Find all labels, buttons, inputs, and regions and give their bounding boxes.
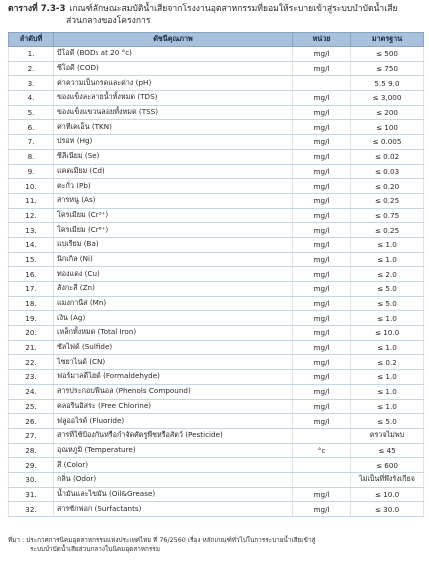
table-row	[9, 487, 424, 502]
table-row	[9, 296, 424, 311]
standard-value: ≤ 45	[351, 443, 424, 458]
table-row	[9, 237, 424, 252]
row-number: 5.	[9, 105, 54, 120]
standard-value: ≤ 5.0	[351, 282, 424, 297]
row-number: 31.	[9, 487, 54, 502]
table-row	[9, 458, 424, 473]
unit: mg/l	[293, 340, 351, 355]
standard-value: ไม่เป็นที่พึงรังเกียจ	[351, 472, 424, 487]
parameter-name: สารประกอบฟีนอล (Phenols Compound)	[54, 384, 293, 399]
standard-value: ≤ 0.25	[351, 223, 424, 238]
table-caption	[8, 3, 423, 27]
table-row	[9, 267, 424, 282]
standard-value: ≤ 1.0	[351, 311, 424, 326]
row-number: 27.	[9, 428, 54, 443]
caption-line-1: เกณฑ์ลักษณะสมบัติน้ำเสียจากโรงงานอุตสาหกรรมที่ยอมให้ระบายเข้าสู่ระบบบำบัดน้ำเสีย	[69, 4, 398, 14]
table-row	[9, 370, 424, 385]
table-number: ตารางที่ 7.3-3	[8, 4, 66, 14]
caption-line-2: ส่วนกลางของโครงการ	[66, 16, 151, 26]
standard-value: ตรวจไม่พบ	[351, 428, 424, 443]
unit: mg/l	[293, 282, 351, 297]
table-row	[9, 105, 424, 120]
row-number: 26.	[9, 414, 54, 429]
table-row	[9, 340, 424, 355]
row-number: 3.	[9, 76, 54, 91]
row-number: 15.	[9, 252, 54, 267]
standard-value: ≤ 5.0	[351, 296, 424, 311]
table-row	[9, 399, 424, 414]
standard-value: ≤ 750	[351, 61, 424, 76]
row-number: 13.	[9, 223, 54, 238]
table-row	[9, 223, 424, 238]
standard-value: ≤ 30.0	[351, 502, 424, 517]
row-number: 28.	[9, 443, 54, 458]
parameter-name: โครเมียม (Cr³⁺)	[54, 208, 293, 223]
row-number: 19.	[9, 311, 54, 326]
standard-value: ≤ 3,000	[351, 91, 424, 106]
unit: mg/l	[293, 105, 351, 120]
unit	[293, 428, 351, 443]
table-row	[9, 61, 424, 76]
table-row	[9, 472, 424, 487]
parameter-name: อุณหภูมิ (Temperature)	[54, 443, 293, 458]
table-row	[9, 120, 424, 135]
table-row	[9, 193, 424, 208]
row-number: 17.	[9, 282, 54, 297]
standard-value: ≤ 2.0	[351, 267, 424, 282]
row-number: 32.	[9, 502, 54, 517]
parameter-name: กลิ่น (Odor)	[54, 472, 293, 487]
source-line-2: ระบบบำบัดน้ำเสียส่วนกลางในนิคมอุตสาหกรรม	[30, 545, 160, 553]
standard-value: ≤ 5.0	[351, 414, 424, 429]
unit: mg/l	[293, 414, 351, 429]
parameter-name: ซัลไฟด์ (Sulfide)	[54, 340, 293, 355]
parameter-name: สังกะสี (Zn)	[54, 282, 293, 297]
table-row	[9, 179, 424, 194]
unit: mg/l	[293, 47, 351, 62]
parameter-name: แมงกานีส (Mn)	[54, 296, 293, 311]
header-unit: หน่วย	[293, 33, 351, 47]
row-number: 22.	[9, 355, 54, 370]
parameter-name: ฟอร์มาลดีไฮด์ (Formaldehyde)	[54, 370, 293, 385]
table-row	[9, 355, 424, 370]
parameter-name: แคดเมียม (Cd)	[54, 164, 293, 179]
table-row	[9, 428, 424, 443]
standard-value: ≤ 500	[351, 47, 424, 62]
row-number: 11.	[9, 193, 54, 208]
table-row	[9, 76, 424, 91]
unit: mg/l	[293, 296, 351, 311]
unit	[293, 76, 351, 91]
table-row	[9, 135, 424, 150]
row-number: 10.	[9, 179, 54, 194]
unit: mg/l	[293, 61, 351, 76]
unit: mg/l	[293, 120, 351, 135]
header-number: ลำดับที่	[9, 33, 54, 47]
parameter-name: สารที่ใช้ป้องกันหรือกำจัดศัตรูพืชหรือสัตว์ (Pesticide)	[54, 428, 293, 443]
parameter-name: ทองแดง (Cu)	[54, 267, 293, 282]
source-note	[8, 536, 423, 554]
standard-value: ≤ 100	[351, 120, 424, 135]
table-row	[9, 47, 424, 62]
unit: mg/l	[293, 179, 351, 194]
header-standard: มาตรฐาน	[351, 33, 424, 47]
standard-value: ≤ 1.0	[351, 252, 424, 267]
row-number: 23.	[9, 370, 54, 385]
row-number: 20.	[9, 326, 54, 341]
parameter-name: ของแข็งละลายน้ำทั้งหมด (TDS)	[54, 91, 293, 106]
standards-table	[8, 32, 424, 517]
unit: mg/l	[293, 164, 351, 179]
table-row	[9, 502, 424, 517]
unit: mg/l	[293, 208, 351, 223]
unit: mg/l	[293, 311, 351, 326]
header-parameter: ดัชนีคุณภาพ	[54, 33, 293, 47]
row-number: 29.	[9, 458, 54, 473]
parameter-name: คลอรีนอิสระ (Free Chlorine)	[54, 399, 293, 414]
unit: mg/l	[293, 326, 351, 341]
standard-value: ≤ 0.25	[351, 193, 424, 208]
unit: mg/l	[293, 370, 351, 385]
row-number: 12.	[9, 208, 54, 223]
unit: mg/l	[293, 223, 351, 238]
standard-value: ≤ 1.0	[351, 399, 424, 414]
unit: mg/l	[293, 267, 351, 282]
unit: mg/l	[293, 149, 351, 164]
row-number: 18.	[9, 296, 54, 311]
parameter-name: สารซักฟอก (Surfactants)	[54, 502, 293, 517]
row-number: 1.	[9, 47, 54, 62]
row-number: 16.	[9, 267, 54, 282]
table-row	[9, 311, 424, 326]
unit: mg/l	[293, 135, 351, 150]
unit: mg/l	[293, 399, 351, 414]
standard-value: ≤ 200	[351, 105, 424, 120]
parameter-name: ปรอท (Hg)	[54, 135, 293, 150]
table-row	[9, 91, 424, 106]
unit: mg/l	[293, 252, 351, 267]
standard-value: ≤ 0.005	[351, 135, 424, 150]
row-number: 4.	[9, 91, 54, 106]
unit: mg/l	[293, 384, 351, 399]
row-number: 24.	[9, 384, 54, 399]
standard-value: ≤ 1.0	[351, 370, 424, 385]
standard-value: ≤ 10.0	[351, 487, 424, 502]
unit	[293, 458, 351, 473]
row-number: 7.	[9, 135, 54, 150]
parameter-name: นิกเกิล (Ni)	[54, 252, 293, 267]
unit: mg/l	[293, 193, 351, 208]
standard-value: ≤ 0.02	[351, 149, 424, 164]
table-row	[9, 208, 424, 223]
table-row	[9, 282, 424, 297]
table-row	[9, 149, 424, 164]
row-number: 9.	[9, 164, 54, 179]
unit: mg/l	[293, 91, 351, 106]
table-header-row	[9, 33, 424, 47]
row-number: 30.	[9, 472, 54, 487]
parameter-name: ค่าทีเคเอ็น (TKN)	[54, 120, 293, 135]
row-number: 25.	[9, 399, 54, 414]
table-row	[9, 252, 424, 267]
source-line-1: ที่มา : ประกาศการนิคมอุตสาหกรรมแห่งประเทศไทย ที่ 76/2560 เรื่อง หลักเกณฑ์ทั่วไปในการระบายน้ำเสียเข้าสู่	[8, 536, 316, 544]
parameter-name: สารหนู (As)	[54, 193, 293, 208]
parameter-name: ค่าความเป็นกรดและด่าง (pH)	[54, 76, 293, 91]
unit	[293, 472, 351, 487]
standard-value: 5.5 9.0	[351, 76, 424, 91]
unit: °c	[293, 443, 351, 458]
table-body	[9, 47, 424, 517]
standard-value: ≤ 0.75	[351, 208, 424, 223]
parameter-name: ตะกั่ว (Pb)	[54, 179, 293, 194]
table-row	[9, 414, 424, 429]
parameter-name: ไซยาไนด์ (CN)	[54, 355, 293, 370]
row-number: 6.	[9, 120, 54, 135]
unit: mg/l	[293, 502, 351, 517]
table-row	[9, 164, 424, 179]
standard-value: ≤ 0.03	[351, 164, 424, 179]
parameter-name: สี (Color)	[54, 458, 293, 473]
parameter-name: ของแข็งแขวนลอยทั้งหมด (TSS)	[54, 105, 293, 120]
row-number: 14.	[9, 237, 54, 252]
unit: mg/l	[293, 487, 351, 502]
table-row	[9, 443, 424, 458]
row-number: 8.	[9, 149, 54, 164]
standard-value: ≤ 600	[351, 458, 424, 473]
standard-value: ≤ 0.20	[351, 179, 424, 194]
table-row	[9, 384, 424, 399]
standard-value: ≤ 0.2	[351, 355, 424, 370]
standard-value: ≤ 1.0	[351, 384, 424, 399]
parameter-name: เงิน (Ag)	[54, 311, 293, 326]
parameter-name: ซีลีเนียม (Se)	[54, 149, 293, 164]
parameter-name: ซีโอดี (COD)	[54, 61, 293, 76]
parameter-name: บีโอดี (BOD₅ at 20 °c)	[54, 47, 293, 62]
unit: mg/l	[293, 237, 351, 252]
standard-value: ≤ 1.0	[351, 237, 424, 252]
parameter-name: โครเมียม (Cr⁶⁺)	[54, 223, 293, 238]
parameter-name: ฟลูออไรด์ (Fluoride)	[54, 414, 293, 429]
row-number: 21.	[9, 340, 54, 355]
standard-value: ≤ 10.0	[351, 326, 424, 341]
parameter-name: แบเรียม (Ba)	[54, 237, 293, 252]
unit: mg/l	[293, 355, 351, 370]
standard-value: ≤ 1.0	[351, 340, 424, 355]
row-number: 2.	[9, 61, 54, 76]
table-row	[9, 326, 424, 341]
parameter-name: เหล็กทั้งหมด (Total Iron)	[54, 326, 293, 341]
parameter-name: น้ำมันและไขมัน (Oil&Grease)	[54, 487, 293, 502]
